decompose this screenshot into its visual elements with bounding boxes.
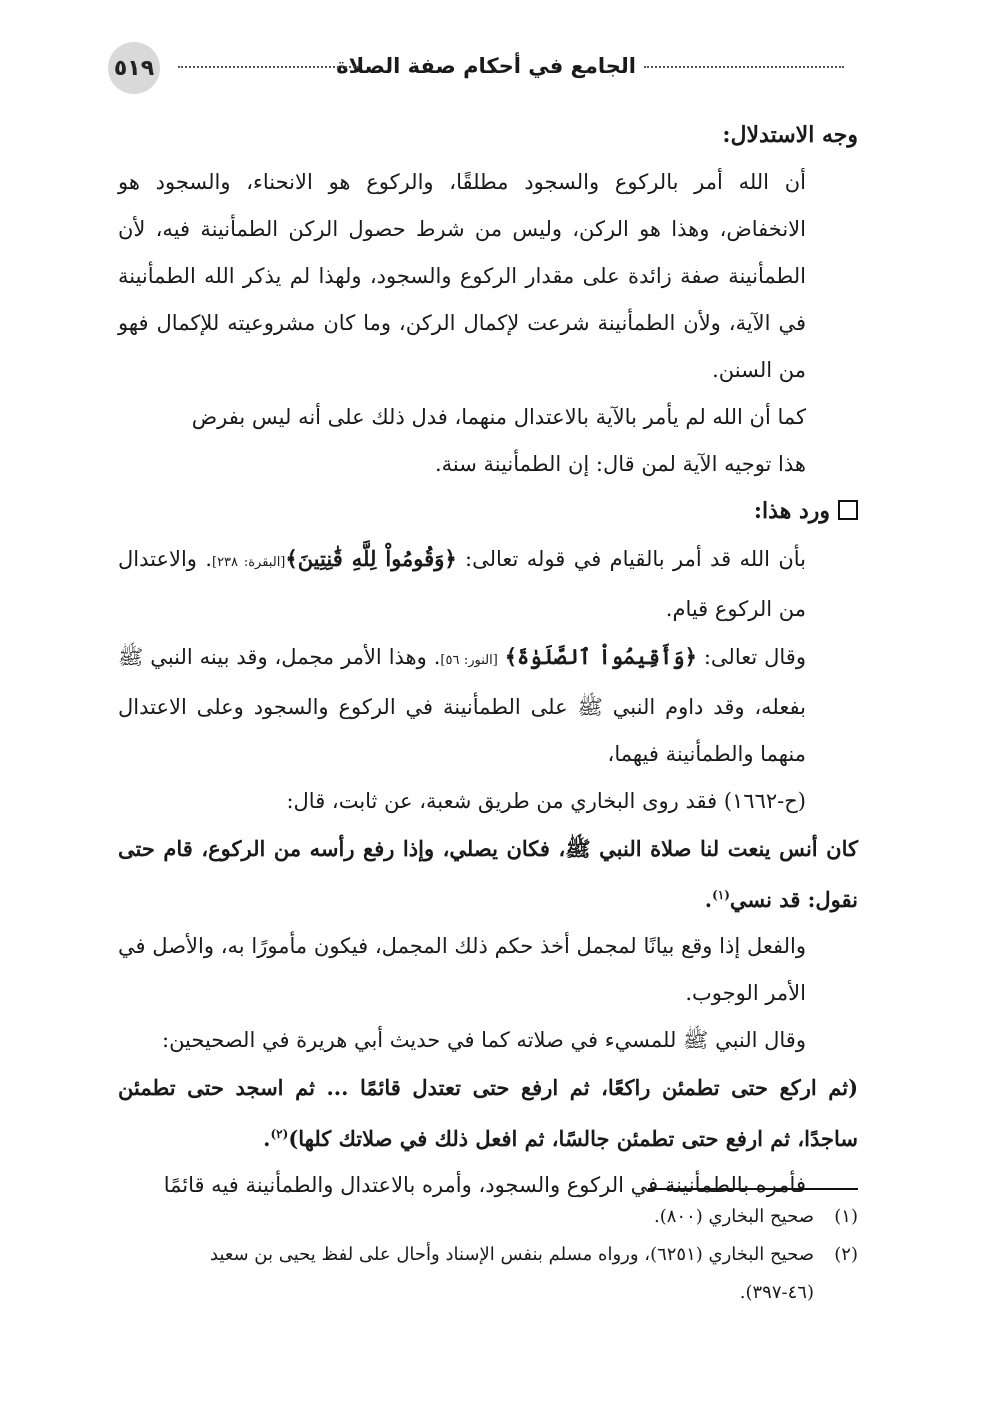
- header-dots-right: [644, 66, 844, 68]
- footnote: (٢)صحيح البخاري (٦٢٥١)، ورواه مسلم بنفس الإسناد وأحال على لفظ يحيى بن سعيد: [209, 1244, 858, 1265]
- verse-reference: [البقرة: ٢٣٨]: [212, 555, 286, 570]
- page-header: [108, 42, 844, 94]
- header-dots-left: [178, 66, 358, 68]
- section-heading: وجه الاستدلال:: [722, 122, 858, 148]
- paragraph: أن الله أمر بالركوع والسجود مطلقًا، والركوع هو الانحناء، والسجود هو الانخفاض، وهذا هو الركن، وليس من شرط حصول الركن الطمأنينة فيه، لأن الطمأنينة صفة زائدة على مقدار الركوع والسجود، ولهذا لم يذكر الله الطمأنينة في الآية، ولأن الطمأنينة شرعت لإكمال الركن، وما كان مشروعيته للإكمال فهو من السنن.: [118, 170, 806, 382]
- paragraph: وقال النبي ﷺ للمسيء في صلاته كما في حديث أبي هريرة في الصحيحين:: [162, 1028, 806, 1052]
- verse-reference: [النور: ٥٦]: [440, 653, 498, 668]
- footnote-marker: (٢): [270, 1127, 289, 1141]
- quran-verse: ﴿وَأَقِيمُواْ ٱلصَّلَوٰةَ﴾: [504, 644, 697, 669]
- paragraph: (ح-١٦٦٢) فقد روى البخاري من طريق شعبة، عن ثابت، قال:: [286, 789, 806, 813]
- paragraph: هذا توجيه الآية لمن قال: إن الطمأنينة سنة.: [434, 452, 806, 476]
- hadith-text: كان أنس ينعت لنا صلاة النبي ﷺ، فكان يصلي، وإذا رفع رأسه من الركوع، قام حتى نقول: قد نسي$^{(١)}$.: [118, 836, 858, 912]
- hadith-text: (ثم اركع حتى تطمئن راكعًا، ثم ارفع حتى تعتدل قائمًا ... ثم اسجد حتى تطمئن ساجدًا، ثم ارفع حتى تطمئن جالسًا، ثم افعل ذلك في صلاتك كلها)$^{(٢)}$.: [118, 1075, 858, 1151]
- quran-verse: ﴿وَقُومُواْ لِلَّهِ قَٰنِتِينَ﴾: [285, 546, 457, 571]
- paragraph: فأمره بالطمأنينة في الركوع والسجود، وأمره بالاعتدال والطمأنينة فيه قائمًا: [163, 1173, 806, 1197]
- page-number: ٥١٩: [108, 42, 160, 94]
- footnote: (١)صحيح البخاري (٨٠٠).: [654, 1206, 858, 1227]
- footnote-continuation: (٤٦-٣٩٧).: [739, 1282, 814, 1303]
- footnote-divider: [648, 1188, 858, 1190]
- paragraph: والفعل إذا وقع بيانًا لمجمل أخذ حكم ذلك المجمل، فيكون مأمورًا به، والأصل في الأمر الوجوب.: [118, 934, 806, 1005]
- footnote-marker: (١): [712, 888, 730, 902]
- paragraph: كما أن الله لم يأمر بالآية بالاعتدال منهما، فدل ذلك على أنه ليس بفرض: [191, 405, 806, 429]
- paragraph: بأن الله قد أمر بالقيام في قوله تعالى: ﴿وَقُومُواْ لِلَّهِ قَٰنِتِينَ﴾[البقرة: ٢٣٨]. والاعتدال من الركوع قيام.: [118, 546, 806, 621]
- footnotes: [118, 1198, 858, 1312]
- checkbox-square-icon: [838, 500, 858, 520]
- section-heading: ورد هذا:: [118, 488, 858, 535]
- running-title: الجامع في أحكام صفة الصلاة: [336, 54, 636, 78]
- paragraph: وقال تعالى: ﴿وَأَقِيمُواْ ٱلصَّلَوٰةَ﴾ [النور: ٥٦]. وهذا الأمر مجمل، وقد بينه النبي ﷺ بفعله، وقد داوم النبي ﷺ على الطمأنينة في الركوع والسجود وعلى الاعتدال منهما والطمأنينة فيهما،: [118, 644, 806, 766]
- main-text: [118, 112, 858, 1209]
